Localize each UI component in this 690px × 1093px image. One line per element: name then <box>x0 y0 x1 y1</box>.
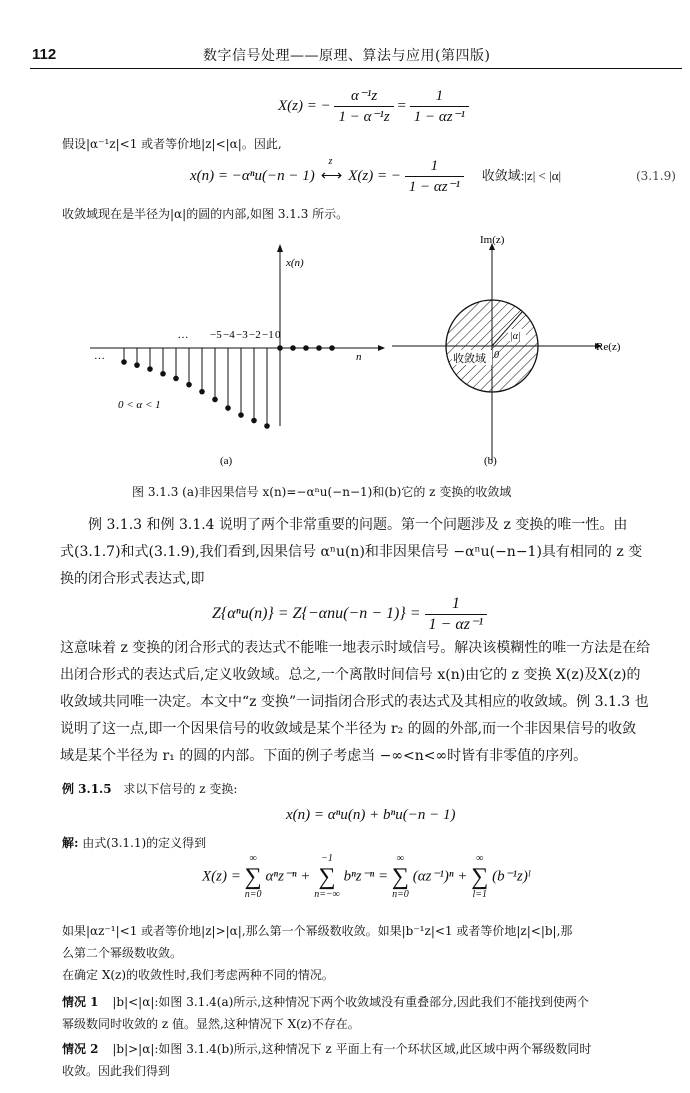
origin-label: 0 <box>494 350 499 361</box>
eq-sum-term3: (αz⁻¹)ⁿ + <box>412 868 468 885</box>
panel-a-left-dots: … <box>94 350 105 362</box>
example-label: 例 3.1.5 <box>62 782 112 796</box>
cond-line3: 在确定 X(z)的收敛性时,我们考虑两种不同的情况。 <box>62 968 334 982</box>
sum-2: −1 ∑ n=−∞ <box>314 853 340 900</box>
eq-z-frac: $\frac{1}{\text{1 − αz⁻¹}}$ <box>425 594 488 635</box>
eq-319-roc: 收敛域:|z| < |α| <box>481 167 562 183</box>
eq-top-lhs: X(z) = − <box>278 97 331 114</box>
para1-line2: 式(3.1.7)和式(3.1.9),我们看到,因果信号 αⁿu(n)和非因果信号 −αⁿu(−n−1)具有相同的 z 变 <box>60 544 643 560</box>
equation-top <box>278 86 469 127</box>
eq-top-frac2: $\frac{1}{\text{1 − αz⁻¹}}$ <box>410 86 469 127</box>
case2-label: 情况 2 <box>62 1042 99 1056</box>
stem-point <box>329 345 335 351</box>
para2-line1: 这意味着 z 变换的闭合形式的表达式不能唯一地表示时域信号。解决该模糊性的唯一方法是在给 <box>60 640 651 656</box>
para2-line5: 域是某个半径为 r₁ 的圆的内部。下面的例子考虑当 −∞<n<∞时皆有非零值的序列。 <box>60 748 588 764</box>
case2-line1: 情况 2 |b|>|α|:如图 3.1.4(b)所示,这种情况下 z 平面上有一个环状区域,此区域中两个幂级数同时 <box>62 1042 592 1056</box>
para1-line1: 例 3.1.3 和例 3.1.4 说明了两个非常重要的问题。第一个问题涉及 z 变换的唯一性。由 <box>88 517 628 533</box>
equation-z-equal <box>212 594 487 635</box>
figure-caption: 图 3.1.3 (a)非因果信号 x(n)=−αⁿu(−n−1)和(b)它的 z 变换的收敛域 <box>132 485 512 499</box>
stem-point <box>199 389 205 395</box>
region-label: 收敛域 <box>453 353 486 365</box>
tick-label: −4 <box>223 329 235 341</box>
para2-line2: 出闭合形式的表达式后,定义收敛域。总之,一个离散时间信号 x(n)由它的 z 变换 X(z)及X(z)的 <box>60 667 641 683</box>
solution-text: 由式(3.1.1)的定义得到 <box>82 836 207 850</box>
tick-label: … <box>177 329 189 341</box>
panel-a-x-label: n <box>356 351 362 363</box>
figure-3-1-3 <box>80 226 640 471</box>
panel-a-n-arrow <box>378 345 385 351</box>
eq-sum-term2: bⁿz⁻ⁿ = <box>343 868 389 885</box>
solution-line <box>62 832 206 854</box>
panel-a <box>90 244 385 467</box>
equation-tag-3-1-9: (3.1.9) <box>636 169 676 183</box>
radius-label: |α| <box>510 331 521 342</box>
stem-point <box>173 376 179 382</box>
stem-point <box>251 418 257 424</box>
stem-point <box>147 366 153 372</box>
case1-label: 情况 1 <box>62 995 99 1009</box>
para2-line3: 收敛域共同唯一决定。本文中“z 变换”一词指闭合形式的表达式及其相应的收敛域。例 3.1.3 也 <box>60 694 649 710</box>
eq-319-lhs: x(n) = −αⁿu(−n − 1) <box>190 167 315 184</box>
stem-point <box>277 345 283 351</box>
z-transform-arrow: z ⟷ <box>320 155 343 184</box>
stem-point <box>225 405 231 411</box>
panel-a-condition: 0 < α < 1 <box>118 399 161 411</box>
example-3-1-5 <box>62 778 237 800</box>
para2-line4: 说明了这一点,即一个因果信号的收敛域是某个半径为 r₂ 的圆的外部,而一个非因果信号的收敛 <box>60 721 637 737</box>
eq-319-frac: $\frac{1}{\text{1 − αz⁻¹}}$ <box>405 156 464 197</box>
stem-point <box>121 359 127 365</box>
stem-point <box>303 345 309 351</box>
im-axis-label: Im(z) <box>480 234 505 246</box>
tick-label: −5 <box>210 329 222 341</box>
eq-sum-lhs: X(z) = <box>202 868 241 885</box>
sum-3: ∞ ∑ n=0 <box>391 853 409 900</box>
eq-top-frac1: $\frac{\text{α⁻¹z}}{\text{1 − α⁻¹z}}$ <box>334 86 393 127</box>
sum-1: ∞ ∑ n=0 <box>244 853 262 900</box>
panel-b <box>392 234 621 467</box>
panel-a-label: (a) <box>220 455 233 467</box>
case1-line1: 情况 1 |b|<|α|:如图 3.1.4(a)所示,这种情况下两个收敛域没有重叠部分,因此我们不能找到使两个 <box>62 995 589 1009</box>
panel-a-ticks <box>178 329 282 341</box>
panel-a-stems <box>121 345 335 429</box>
tick-label: −2 <box>249 329 261 341</box>
example-text: 求以下信号的 z 变换: <box>123 782 238 796</box>
equation-3-1-9 <box>190 156 561 197</box>
stem-point <box>160 371 166 377</box>
tick-label: 0 <box>275 329 281 341</box>
tick-label: −1 <box>262 329 274 341</box>
panel-a-y-arrow <box>277 244 283 252</box>
header-rule <box>30 68 682 69</box>
stem-point <box>134 362 140 368</box>
eq-sum-term1: αⁿz⁻ⁿ + <box>265 868 311 885</box>
eq-z-lhs: Z{αⁿu(n)} = Z{−αnu(−n − 1)} = <box>212 605 421 623</box>
re-axis-label: Re(z) <box>596 341 621 353</box>
stem-point <box>316 345 322 351</box>
example-signal: x(n) = αⁿu(n) + bⁿu(−n − 1) <box>286 807 456 823</box>
roc-line: 收敛域现在是半径为|α|的圆的内部,如图 3.1.3 所示。 <box>62 207 349 221</box>
assume-line: 假设|α⁻¹z|<1 或者等价地|z|<|α|。因此, <box>62 137 282 151</box>
stem-point <box>186 382 192 388</box>
stem-point <box>290 345 296 351</box>
solution-label: 解: <box>62 836 79 850</box>
sum-4: ∞ ∑ l=1 <box>471 853 489 900</box>
panel-b-label: (b) <box>484 455 497 467</box>
cond-line1: 如果|αz⁻¹|<1 或者等价地|z|>|α|,那么第一个幂级数收敛。如果|b⁻¹z|<1 或者等价地|z|<|b|,那 <box>62 924 573 938</box>
equation-sum <box>202 853 530 901</box>
eq-top-eq: = <box>397 97 406 114</box>
case2-line2: 收敛。因此我们得到 <box>62 1064 171 1078</box>
running-title: 数字信号处理——原理、算法与应用(第四版) <box>203 48 491 64</box>
case1-line2: 幂级数同时收敛的 z 值。显然,这种情况下 X(z)不存在。 <box>62 1017 360 1031</box>
stem-point <box>212 397 218 403</box>
eq-sum-term4: (b⁻¹z)ˡ <box>492 868 530 885</box>
cond-line2: 么第二个幂级数收敛。 <box>62 946 183 960</box>
eq-319-mid: X(z) = − <box>348 167 401 184</box>
para1-line3: 换的闭合形式表达式,即 <box>60 571 205 587</box>
stem-point <box>264 423 270 429</box>
stem-point <box>238 412 244 418</box>
page-number: 112 <box>32 46 57 63</box>
panel-a-y-label: x(n) <box>286 257 304 269</box>
tick-label: −3 <box>236 329 248 341</box>
